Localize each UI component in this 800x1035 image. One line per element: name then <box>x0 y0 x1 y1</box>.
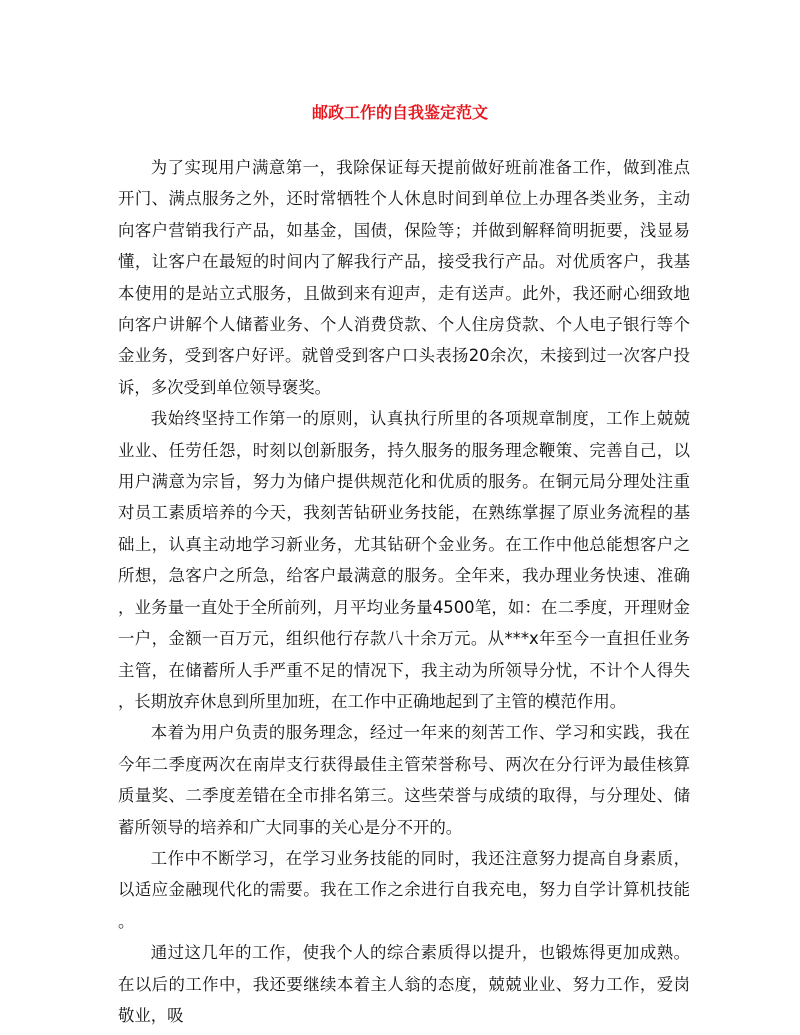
paragraph-1: 为了实现用户满意第一，我除保证每天提前做好班前准备工作，做到准点开门、满点服务之外，还时常牺牲个人休息时间到单位上办理各类业务，主动向客户营销我行产品，如基金，国债，保险等；并做到解释简明扼要，浅显易懂，让客户在最短的时间内了解我行产品，接受我行产品。对优质客户，我基本使用的是站立式服务，且做到来有迎声，走有送声。此外，我还耐心细致地向客户讲解个人储蓄业务、个人消费贷款、个人住房贷款、个人电子银行等个金业务，受到客户好评。就曾受到客户口头表扬20余次，未接到过一次客户投诉，多次受到单位领导褒奖。 <box>118 158 690 397</box>
document-body <box>118 152 690 1031</box>
paragraph-2: 我始终坚持工作第一的原则，认真执行所里的各项规章制度，工作上兢兢业业、任劳任怨，时刻以创新服务，持久服务的服务理念鞭策、完善自己，以用户满意为宗旨，努力为储户提供规范化和优质的服务。在铜元局分理处注重对员工素质培养的今天，我刻苦钻研业务技能，在熟练掌握了原业务流程的基础上，认真主动地学习新业务，尤其钻研个金业务。在工作中他总能想客户之所想，急客户之所急，给客户最满意的服务。全年来，我办理业务快速、准确，业务量一直处于全所前列，月平均业务量4500笔，如：在二季度，开理财金一户，金额一百万元，组织他行存款八十余万元。从***x年至今一直担任业务主管，在储蓄所人手严重不足的情况下，我主动为所领导分忧，不计个人得失，长期放弃休息到所里加班，在工作中正确地起到了主管的模范作用。 <box>118 409 690 711</box>
paragraph-5: 通过这几年的工作，使我个人的综合素质得以提升，也锻炼得更加成熟。在以后的工作中，我还要继续本着主人翁的态度，兢兢业业、努力工作，爱岗敬业，吸 <box>118 943 690 1025</box>
page-title: 邮政工作的自我鉴定范文 <box>311 103 488 122</box>
paragraph-4: 工作中不断学习，在学习业务技能的同时，我还注意努力提高自身素质，以适应金融现代化的需要。我在工作之余进行自我充电，努力自学计算机技能。 <box>118 848 690 931</box>
paragraph-3: 本着为用户负责的服务理念，经过一年来的刻苦工作、学习和实践，我在今年二季度两次在南岸支行获得最佳主管荣誉称号、两次在分行评为最佳核算质量奖、二季度差错在全市排名第三。这些荣誉与成绩的取得，与分理处、储蓄所领导的培养和广大同事的关心是分不开的。 <box>118 723 690 837</box>
